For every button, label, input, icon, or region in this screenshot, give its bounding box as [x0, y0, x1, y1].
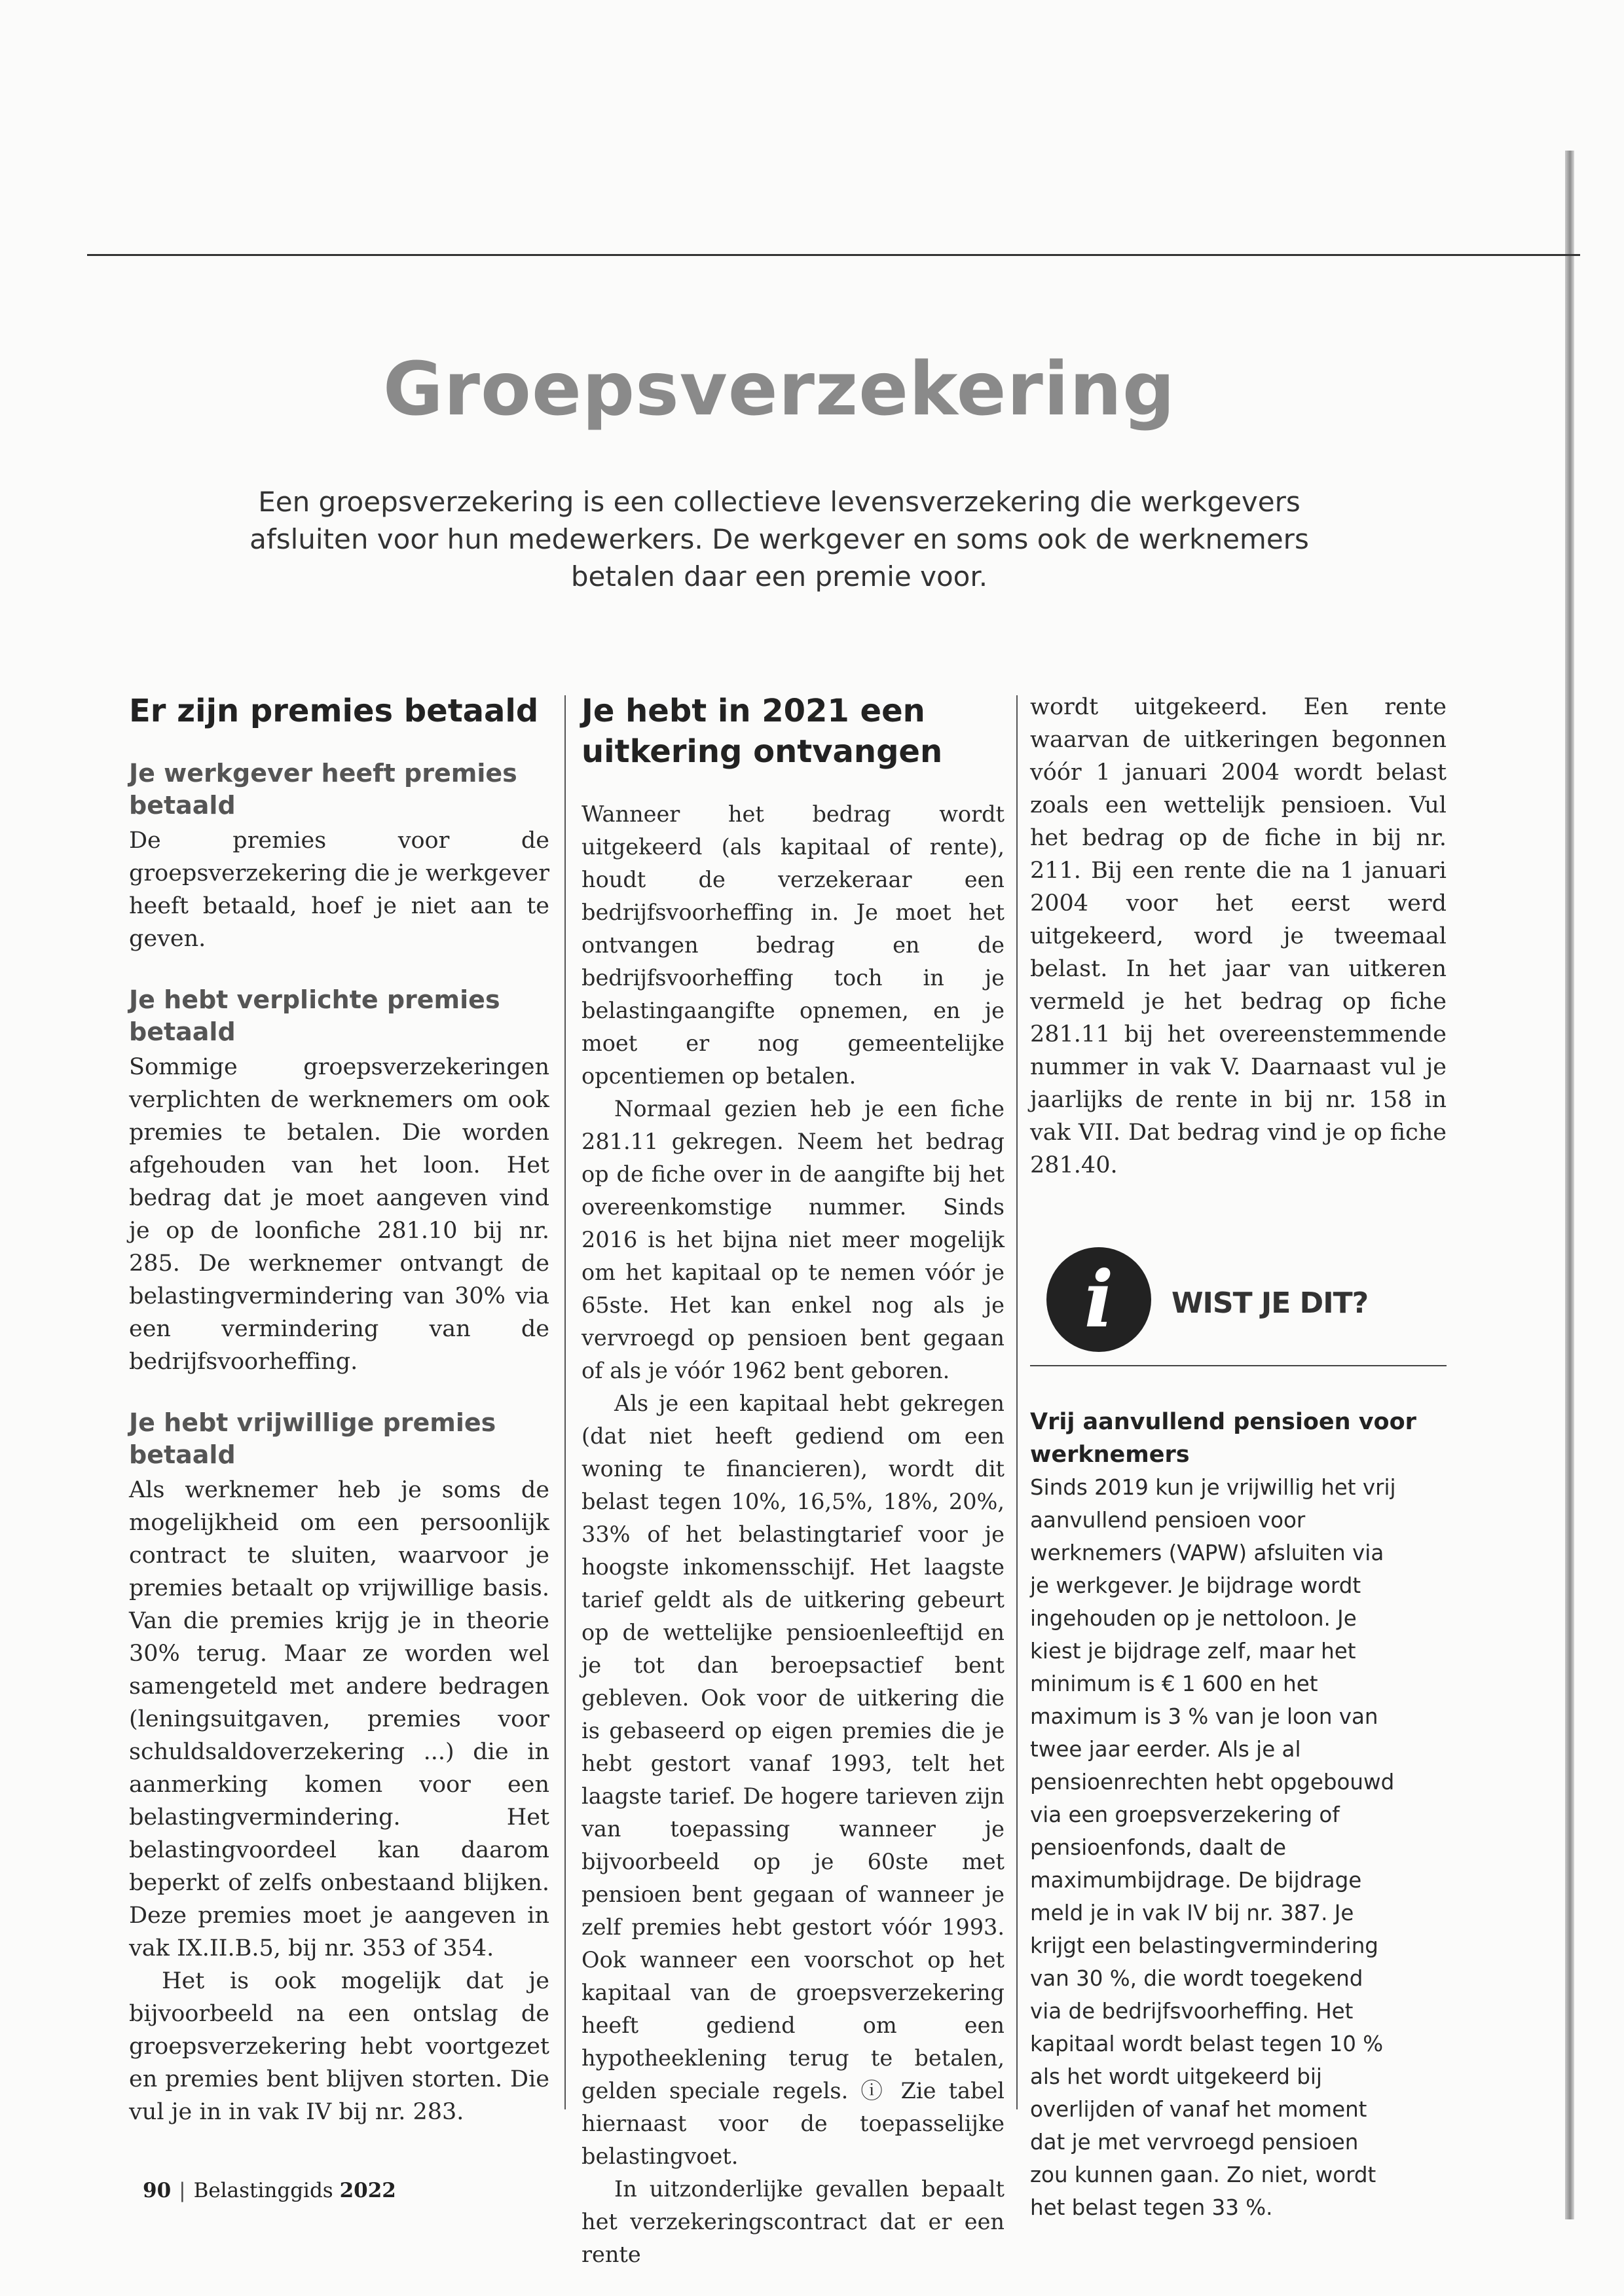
paragraph: Het is ook mogelijk dat je bijvoorbeeld na een ontslag de groepsverzekering hebt voortgezet en premies bent blijven storten. Die vul je in in vak IV bij nr. 283. [129, 1968, 549, 2125]
paragraph: Wanneer het bedrag wordt uitgekeerd (als kapitaal of rente), houdt de verzekeraar een bedrijfsvoorheffing in. Je moet het ontvangen bedrag en de bedrijfsvoorheffing toch in je belastingaangifte opnemen, en je moet er nog gemeentelijke opcentiemen op betalen. [581, 801, 1005, 1089]
info-divider [1030, 1365, 1447, 1366]
page-footer [143, 2179, 396, 2202]
sidebar-heading: Vrij aanvullend pensioen voor werknemers [1030, 1409, 1416, 1468]
paragraph: wordt uitgekeerd. Een rente waarvan de uitkeringen begonnen vóór 1 januari 2004 wordt belast zoals een wettelijk pensioen. Vul het bedrag op de fiche in bij nr. 211. Bij een rente die na 1 januari 2004 voor het eerst werd uitgekeerd, word je tweemaal belast. In het jaar van uitkeren vermeld je het bedrag op fiche 281.11 bij het overeenstemmende nummer in vak V. Daarnaast vul je jaarlijks de rente in bij nr. 158 in vak VII. Dat bedrag vind je op fiche 281.40. [1030, 694, 1447, 1178]
page-number: 90 [143, 2179, 172, 2202]
sidebar-text: Sinds 2019 kun je vrijwillig het vrij aanvullend pensioen voor werknemers (VAPW) afsluiten via je werkgever. Je bijdrage wordt ingehouden op je nettoloon. Je kiest je bijdrage zelf, maar het minimum is € 1 600 en het maximum is 3 % van je loon van twee jaar eerder. Als je al pensioenrechten hebt opgebouwd via een groepsverzekering of pensioenfonds, daalt de maximumbijdrage. De bijdrage meld je in vak IV bij nr. 387. Je krijgt een belastingvermindering van 30 %, die wordt toegekend via de bedrijfsvoorheffing. Het kapitaal wordt belast tegen 10 % als het wordt uitgekeerd bij overlijden of vanaf het moment dat je met vervroegd pensioen zou kunnen gaan. Zo niet, wordt het belast tegen 33 %. [1030, 1475, 1396, 2220]
subheading-vrijwillige: Je hebt vrijwillige premies betaald [129, 1408, 496, 1469]
paragraph: Sommige groepsverzekeringen verplichten de werknemers om ook premies te betalen. Die worden afgehouden van het loon. Het bedrag dat je moet aangeven vind je op de loonfiche 281.10 bij nr. 285. De werknemer ontvangt de belastingvermindering van 30% via een vermindering van de bedrijfsvoorheffing. [129, 1054, 549, 1375]
publication-name: Belastinggids [193, 2179, 333, 2202]
section-heading-uitkering: Je hebt in 2021 een uitkering ontvangen [581, 693, 943, 770]
paragraph: Normaal gezien heb je een fiche 281.11 gekregen. Neem het bedrag op de fiche over in de aangifte bij het overeenkomstige nummer. Sinds 2016 is het bijna niet meer mogelijk om het kapitaal op te nemen vóór je 65ste. Het kan enkel nog als je vervroegd op pensioen bent gegaan of als je vóór 1962 bent geboren. [581, 1096, 1005, 1383]
subheading-werkgever: Je werkgever heeft premies betaald [129, 759, 517, 820]
publication-year: 2022 [339, 2179, 396, 2202]
intro-text: Een groepsverzekering is een collectieve levensverzekering die werkgevers afsluiten voor hun medewerkers. De werkgever en soms ook de werknemers betalen daar een premie voor. [249, 486, 1309, 592]
column-divider-2 [1016, 695, 1018, 2109]
top-rule [87, 254, 1580, 256]
paragraph: Als werknemer heb je soms de mogelijkheid om een persoonlijk contract te sluiten, waarvoor je premies betaalt op vrijwillige basis. Van die premies krijg je in theorie 30% terug. Maar ze worden wel samengeteld met andere bedragen (leningsuitgaven, premies voor schuldsaldoverzekering ...) die in aanmerking komen voor een belastingvermindering. Het belastingvoordeel kan daarom beperkt of zelfs onbestaand blijken. Deze premies moet je aangeven in vak IX.II.B.5, bij nr. 353 of 354. [129, 1477, 549, 1961]
column-premies [129, 691, 549, 2128]
subheading-verplichte: Je hebt verplichte premies betaald [129, 985, 500, 1046]
footer-separator: | [179, 2179, 186, 2202]
page-title: Groepsverzekering [382, 347, 1176, 432]
paragraph: De premies voor de groepsverzekering die je werkgever heeft betaald, hoef je niet aan te geven. [129, 828, 549, 952]
section-heading-premies: Er zijn premies betaald [129, 693, 539, 729]
page-edge-shadow [1565, 151, 1574, 2219]
paragraph: Als je een kapitaal hebt gekregen (dat niet heeft gediend om een woning te financieren), wordt dit belast tegen 10%, 16,5%, 18%, 20%, 33% of het belastingtarief voor je hoogste inkomensschijf. Het laagste tarief geldt als de uitkering gebeurt op de wettelijke pensioenleeftijd en je tot dan beroepsactief bent gebleven. Ook voor de uitkering die is gebaseerd op eigen premies die je hebt gestort vanaf 1993, telt het laagste tarief. De hogere tarieven zijn van toepassing wanneer je bijvoorbeeld op je 60ste met pensioen bent gegaan of wanneer je zelf premies hebt gestort vóór 1993. Ook wanneer een voorschot op het kapitaal van de groepsverzekering heeft gediend om een hypotheeklening terug te betalen, gelden speciale regels. ⓘ Zie tabel hiernaast voor de toepasselijke belastingvoet. [581, 1391, 1005, 2169]
column-rente-sidebar [1030, 691, 1447, 2224]
info-box-header [1030, 1234, 1447, 1358]
paragraph: In uitzonderlijke gevallen bepaalt het verzekeringscontract dat er een rente [581, 2176, 1005, 2267]
column-uitkering [581, 691, 1005, 2271]
column-divider-1 [564, 695, 566, 2109]
info-title: WIST JE DIT? [1172, 1286, 1369, 1320]
info-icon: i [1046, 1247, 1151, 1352]
